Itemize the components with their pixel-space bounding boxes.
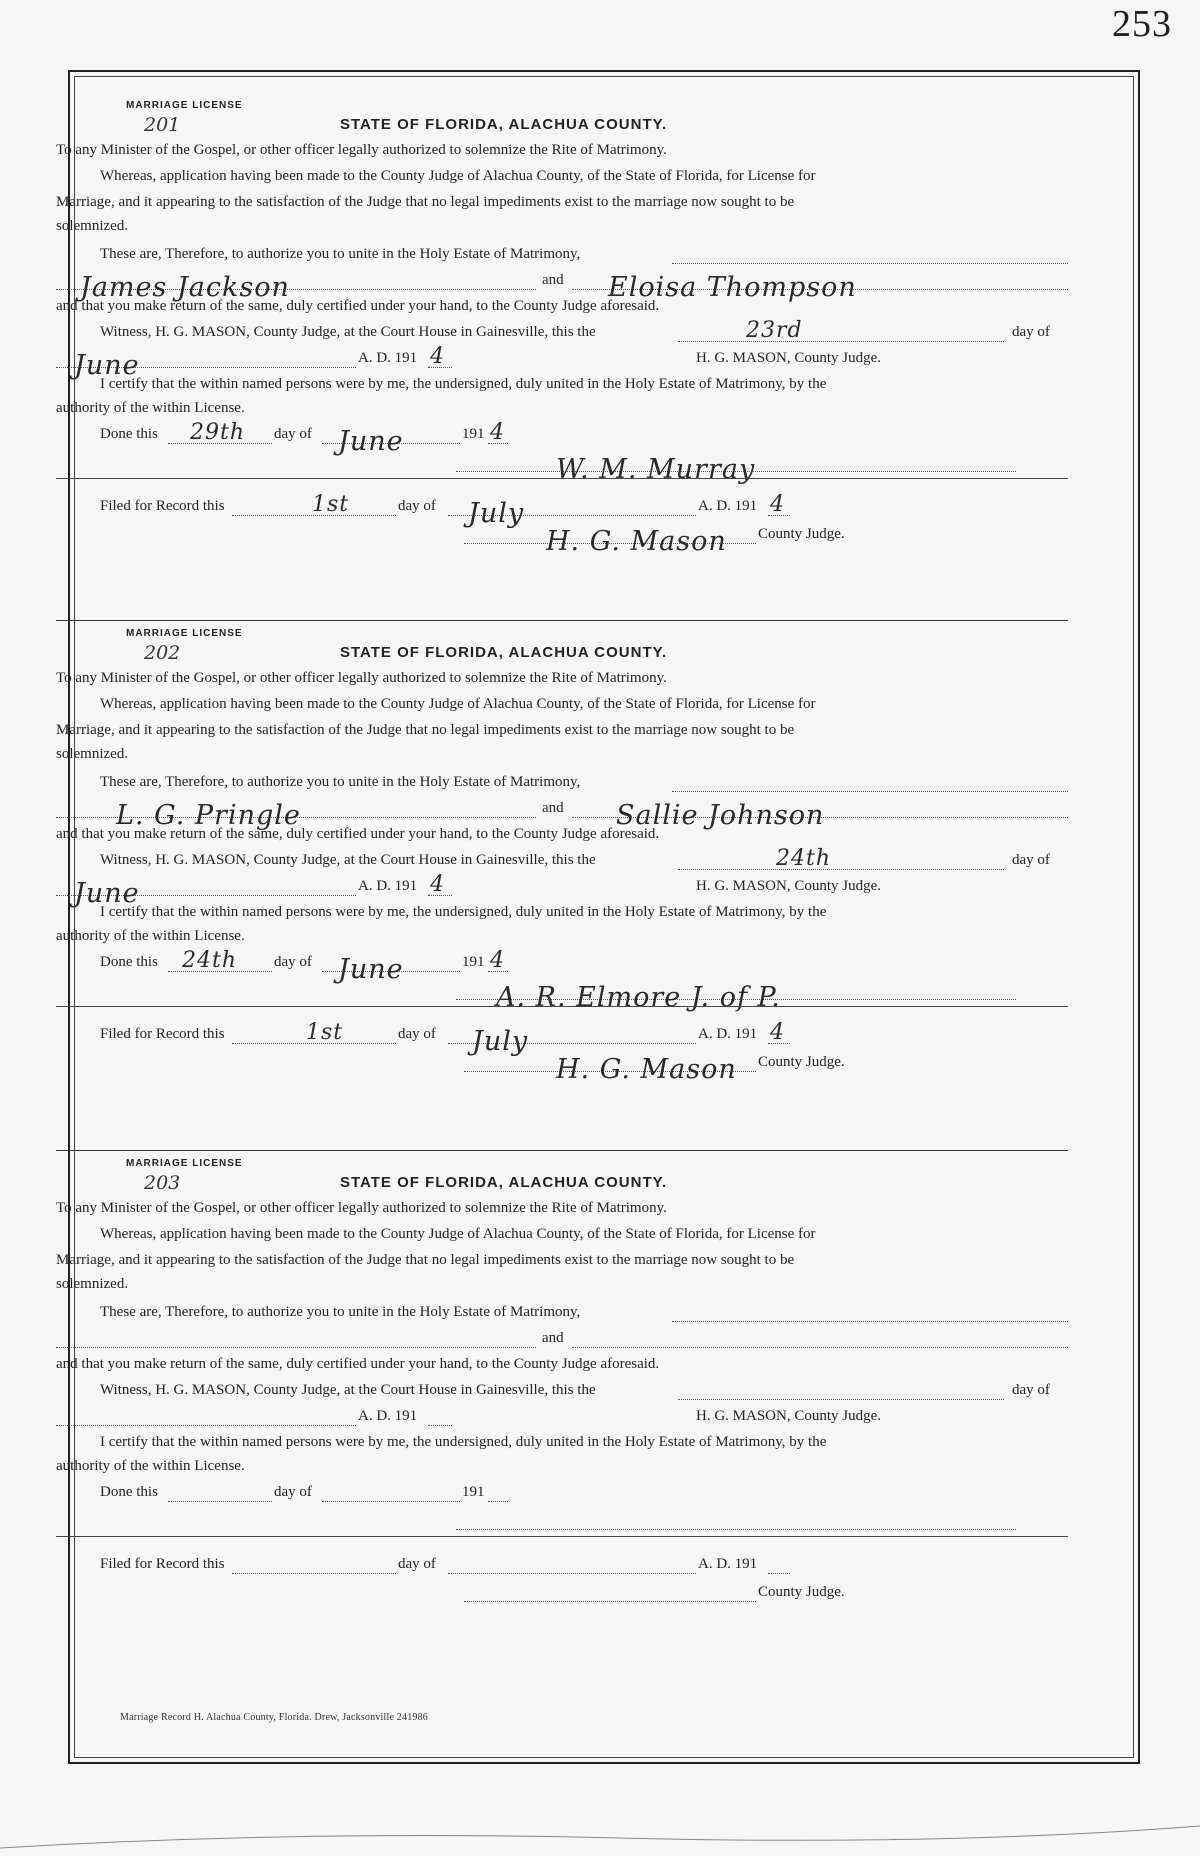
bride-name: Sallie Johnson — [616, 800, 825, 831]
address-line: To any Minister of the Gospel, or other officer legally authorized to solemnize the Rite of Matrimony. — [56, 670, 667, 686]
filed-year-digit: 4 — [770, 1020, 785, 1045]
certify-line-1: I certify that the within named persons were by me, the undersigned, duly united in the Holy Estate of Matrimony, by the — [100, 376, 827, 392]
day-of-label: day of — [1012, 324, 1050, 340]
certify-line-2: authority of the within License. — [56, 928, 245, 944]
ad-label: A. D. 191 — [698, 1026, 758, 1042]
year-label: 191 — [462, 954, 485, 970]
bride-name: Eloisa Thompson — [608, 272, 857, 303]
filed-label: Filed for Record this — [100, 1026, 225, 1042]
done-this-label: Done this — [100, 426, 158, 442]
page-edge-curve — [0, 1808, 1200, 1856]
judge-signature: H. G. Mason — [556, 1054, 737, 1085]
ad-label: A. D. 191 — [698, 498, 758, 514]
officiant-signature: A. R. Elmore J. of P. — [496, 982, 781, 1013]
witness-day: 24th — [776, 846, 832, 871]
whereas-line-2: Marriage, and it appearing to the satisfaction of the Judge that no legal impediments exist to the marriage now sought to be — [56, 194, 795, 210]
year-label: 191 — [462, 1484, 485, 1500]
day-of-label: day of — [274, 1484, 312, 1500]
whereas-line-1: Whereas, application having been made to the County Judge of Alachua County, of the State of Florida, for License for — [100, 1226, 816, 1242]
return-line: and that you make return of the same, duly certified under your hand, to the County Judge aforesaid. — [56, 826, 660, 842]
judge-label: H. G. MASON, County Judge. — [696, 350, 882, 366]
and-label: and — [542, 1330, 564, 1346]
county-judge-label: County Judge. — [758, 1054, 845, 1070]
witness-line: Witness, H. G. MASON, County Judge, at the Court House in Gainesville, this the — [100, 1382, 596, 1398]
done-month: June — [338, 954, 404, 985]
ad-label: A. D. 191 — [358, 350, 418, 366]
authorize-line: These are, Therefore, to authorize you to unite in the Holy Estate of Matrimony, — [100, 774, 581, 790]
whereas-line-3: solemnized. — [56, 1276, 129, 1292]
license-number: 203 — [144, 1172, 181, 1194]
whereas-line-1: Whereas, application having been made to the County Judge of Alachua County, of the State of Florida, for License for — [100, 168, 816, 184]
witness-line: Witness, H. G. MASON, County Judge, at the Court House in Gainesville, this the — [100, 324, 596, 340]
certify-line-2: authority of the within License. — [56, 1458, 245, 1474]
return-line: and that you make return of the same, duly certified under your hand, to the County Judge aforesaid. — [56, 298, 660, 314]
whereas-line-3: solemnized. — [56, 218, 129, 234]
filed-label: Filed for Record this — [100, 1556, 225, 1572]
certify-line-2: authority of the within License. — [56, 400, 245, 416]
filed-month: July — [472, 1026, 529, 1057]
section-divider — [56, 1150, 1068, 1151]
groom-name: L. G. Pringle — [116, 800, 301, 831]
filed-day: 1st — [306, 1020, 344, 1045]
witness-month: June — [74, 350, 140, 381]
whereas-line-3: solemnized. — [56, 746, 129, 762]
groom-name: James Jackson — [80, 272, 290, 303]
certify-line-1: I certify that the within named persons were by me, the undersigned, duly united in the Holy Estate of Matrimony, by the — [100, 1434, 827, 1450]
day-of-label: day of — [274, 426, 312, 442]
done-month: June — [338, 426, 404, 457]
day-of-label: day of — [1012, 1382, 1050, 1398]
witness-line: Witness, H. G. MASON, County Judge, at the Court House in Gainesville, this the — [100, 852, 596, 868]
whereas-line-2: Marriage, and it appearing to the satisfaction of the Judge that no legal impediments exist to the marriage now sought to be — [56, 1252, 795, 1268]
judge-label: H. G. MASON, County Judge. — [696, 878, 882, 894]
authorize-line: These are, Therefore, to authorize you to unite in the Holy Estate of Matrimony, — [100, 1304, 581, 1320]
day-of-label: day of — [398, 1556, 436, 1572]
marriage-license-label: MARRIAGE LICENSE — [126, 1158, 243, 1169]
license-number: 202 — [144, 642, 181, 664]
section-divider — [56, 620, 1068, 621]
ad-label: A. D. 191 — [358, 1408, 418, 1424]
day-of-label: day of — [1012, 852, 1050, 868]
state-header: STATE OF FLORIDA, ALACHUA COUNTY. — [340, 1174, 668, 1191]
witness-year-digit: 4 — [430, 872, 445, 897]
filed-label: Filed for Record this — [100, 498, 225, 514]
filed-year-digit: 4 — [770, 492, 785, 517]
license-number: 201 — [144, 114, 181, 136]
done-day: 29th — [190, 420, 246, 445]
judge-label: H. G. MASON, County Judge. — [696, 1408, 882, 1424]
marriage-license-label: MARRIAGE LICENSE — [126, 100, 243, 111]
judge-signature: H. G. Mason — [546, 526, 727, 557]
marriage-license-label: MARRIAGE LICENSE — [126, 628, 243, 639]
authorize-line: These are, Therefore, to authorize you to unite in the Holy Estate of Matrimony, — [100, 246, 581, 262]
day-of-label: day of — [398, 1026, 436, 1042]
ad-label: A. D. 191 — [358, 878, 418, 894]
and-label: and — [542, 272, 564, 288]
address-line: To any Minister of the Gospel, or other officer legally authorized to solemnize the Rite of Matrimony. — [56, 142, 667, 158]
county-judge-label: County Judge. — [758, 1584, 845, 1600]
filed-day: 1st — [312, 492, 350, 517]
certify-line-1: I certify that the within named persons were by me, the undersigned, duly united in the Holy Estate of Matrimony, by the — [100, 904, 827, 920]
return-line: and that you make return of the same, duly certified under your hand, to the County Judge aforesaid. — [56, 1356, 660, 1372]
witness-day: 23rd — [746, 318, 803, 343]
filed-month: July — [468, 498, 525, 529]
state-header: STATE OF FLORIDA, ALACHUA COUNTY. — [340, 116, 668, 133]
and-label: and — [542, 800, 564, 816]
page-number: 253 — [1112, 3, 1172, 45]
witness-month: June — [74, 878, 140, 909]
printer-footer: Marriage Record H. Alachua County, Florida. Drew, Jacksonville 241986 — [120, 1712, 428, 1723]
county-judge-label: County Judge. — [758, 526, 845, 542]
marriage-license-201 — [56, 100, 1068, 637]
day-of-label: day of — [398, 498, 436, 514]
day-of-label: day of — [274, 954, 312, 970]
done-year-digit: 4 — [490, 420, 505, 445]
done-day: 24th — [182, 948, 238, 973]
done-this-label: Done this — [100, 954, 158, 970]
marriage-license-203 — [56, 1158, 1068, 1695]
done-this-label: Done this — [100, 1484, 158, 1500]
address-line: To any Minister of the Gospel, or other officer legally authorized to solemnize the Rite of Matrimony. — [56, 1200, 667, 1216]
ad-label: A. D. 191 — [698, 1556, 758, 1572]
whereas-line-2: Marriage, and it appearing to the satisfaction of the Judge that no legal impediments exist to the marriage now sought to be — [56, 722, 795, 738]
marriage-license-202 — [56, 628, 1068, 1165]
officiant-signature: W. M. Murray — [556, 454, 756, 485]
whereas-line-1: Whereas, application having been made to the County Judge of Alachua County, of the State of Florida, for License for — [100, 696, 816, 712]
year-label: 191 — [462, 426, 485, 442]
witness-year-digit: 4 — [430, 344, 445, 369]
done-year-digit: 4 — [490, 948, 505, 973]
state-header: STATE OF FLORIDA, ALACHUA COUNTY. — [340, 644, 668, 661]
